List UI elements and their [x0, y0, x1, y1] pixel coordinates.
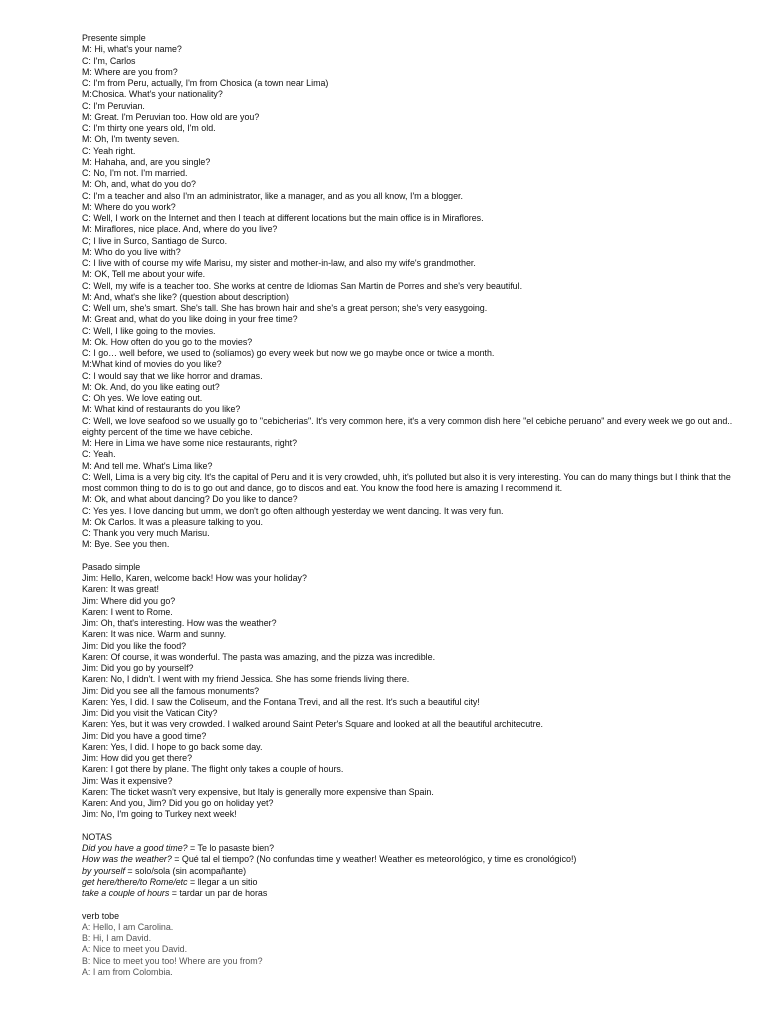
- dialogue-line: C: I'm from Peru, actually, I'm from Chosica (a town near Lima): [82, 78, 329, 88]
- dialogue-line: C: Yeah right.: [82, 145, 136, 156]
- dialogue-line: M: Ok Carlos. It was a pleasure talking to you.: [82, 516, 264, 527]
- section-notas: [82, 832, 750, 900]
- dialogue-line: M: Miraflores, nice place. And, where do you live?: [82, 224, 278, 235]
- dialogue-line: M: And tell me. What's Lima like?: [82, 460, 213, 471]
- dialogue-line: C: I live with of course my wife Marisu, my sister and mother-in-law, and also my wife's grandmother.: [82, 258, 476, 268]
- dialogue-lines: [82, 573, 750, 821]
- dialogue-line: A: I am from Colombia.: [82, 966, 173, 977]
- notes-list: [82, 843, 750, 899]
- note-translation: = Te lo pasaste bien?: [187, 843, 275, 853]
- dialogue-line: C: Well, I work on the Internet and then I teach at different locations but the main office is in Miraflores.: [82, 213, 484, 223]
- dialogue-line: Karen: Yes, I did. I saw the Coliseum, and the Fontana Trevi, and all the rest. It's such a beautiful city!: [82, 696, 480, 707]
- dialogue-line: Karen: The ticket wasn't very expensive, but Italy is generally more expensive than Spain.: [82, 786, 434, 797]
- dialogue-line: M:Chosica. What's your nationality?: [82, 89, 223, 100]
- dialogue-line: B: Nice to meet you too! Where are you from?: [82, 955, 263, 966]
- dialogue-line: Jim: No, I'm going to Turkey next week!: [82, 809, 237, 820]
- dialogue-line: M: What kind of restaurants do you like?: [82, 404, 241, 415]
- dialogue-line: Jim: Did you like the food?: [82, 640, 187, 651]
- dialogue-line: M: Ok. How often do you go to the movies?: [82, 336, 253, 347]
- dialogue-line: M: Who do you live with?: [82, 246, 181, 257]
- dialogue-line: C: Well, my wife is a teacher too. She works at centre de Idiomas San Martin de Porres and she's very beautiful.: [82, 280, 523, 291]
- dialogue-line: C: I'm a teacher and also I'm an administrator, like a manager, and as you all know, I'm a blogger.: [82, 190, 463, 201]
- dialogue-line: M: Great and, what do you like doing in your free time?: [82, 314, 298, 325]
- note-item: [82, 877, 750, 888]
- dialogue-line: C: Yeah.: [82, 449, 116, 460]
- note-term: How was the weather?: [82, 854, 172, 865]
- dialogue-line: M: Oh, and, what do you do?: [82, 179, 196, 190]
- dialogue-line: Jim: Oh, that's interesting. How was the weather?: [82, 618, 277, 628]
- note-term: Did you have a good time?: [82, 843, 188, 853]
- dialogue-line: C: I go… well before, we used to (solíamos) go every week but now we go maybe once or twice a month.: [82, 348, 495, 358]
- dialogue-lines: [82, 922, 750, 978]
- section-verb-tobe: [82, 911, 750, 979]
- dialogue-line: B: Hi, I am David.: [82, 933, 152, 943]
- note-item: [82, 843, 750, 854]
- dialogue-line: M:What kind of movies do you like?: [82, 359, 222, 370]
- note-translation: = tardar un par de horas: [169, 888, 268, 898]
- dialogue-line: Karen: Yes, but it was very crowded. I walked around Saint Peter's Square and looked at all the beautiful architecutre.: [82, 719, 543, 730]
- dialogue-line: M: Hahaha, and, are you single?: [82, 156, 211, 167]
- dialogue-line: C: I'm thirty one years old, I'm old.: [82, 123, 216, 133]
- dialogue-line: M: OK, Tell me about your wife.: [82, 269, 206, 280]
- dialogue-line: C: Oh yes. We love eating out.: [82, 393, 203, 403]
- note-translation: = Qué tal el tiempo? (No confundas time y weather! Weather es meteorológico, y time es cronológico!): [171, 854, 577, 865]
- note-translation: = llegar a un sitio: [187, 876, 258, 887]
- section-presente-simple: [82, 33, 750, 551]
- section-heading: Presente simple: [82, 33, 146, 43]
- dialogue-line: Jim: Where did you go?: [82, 595, 176, 606]
- dialogue-line: Jim: Did you visit the Vatican City?: [82, 708, 218, 718]
- section-heading: verb tobe: [82, 910, 120, 921]
- dialogue-line: M: Where are you from?: [82, 66, 178, 77]
- dialogue-line: C: Thank you very much Marisu.: [82, 528, 210, 538]
- dialogue-line: Jim: Was it expensive?: [82, 775, 173, 786]
- section-heading: NOTAS: [82, 831, 112, 842]
- dialogue-line: Jim: How did you get there?: [82, 753, 193, 763]
- dialogue-line: Karen: I went to Rome.: [82, 606, 173, 617]
- section-heading: Pasado simple: [82, 561, 141, 572]
- note-term: take a couple of hours: [82, 888, 170, 898]
- dialogue-line: Karen: Of course, it was wonderful. The pasta was amazing, and the pizza was incredible.: [82, 651, 436, 662]
- dialogue-line: M: Ok, and what about dancing? Do you like to dance?: [82, 494, 298, 505]
- dialogue-line: Karen: Yes, I did. I hope to go back some day.: [82, 741, 263, 752]
- note-term: by yourself: [82, 865, 125, 876]
- dialogue-line: M: Here in Lima we have some nice restaurants, right?: [82, 438, 298, 448]
- dialogue-line: M: Oh, I'm twenty seven.: [82, 134, 180, 145]
- dialogue-line: M: Bye. See you then.: [82, 539, 170, 550]
- dialogue-line: C: I would say that we like horror and dramas.: [82, 370, 263, 381]
- dialogue-line: Jim: Did you go by yourself?: [82, 663, 194, 673]
- dialogue-line: Karen: It was nice. Warm and sunny.: [82, 629, 227, 640]
- note-translation: = solo/sola (sin acompañante): [124, 865, 247, 876]
- dialogue-line: M: Great. I'm Peruvian too. How old are you?: [82, 111, 260, 122]
- dialogue-line: Karen: And you, Jim? Did you go on holiday yet?: [82, 798, 274, 808]
- dialogue-line: M: Ok. And, do you like eating out?: [82, 381, 220, 392]
- dialogue-line: C; I live in Surco, Santiago de Surco.: [82, 235, 228, 246]
- dialogue-line: C: Well um, she's smart. She's tall. She has brown hair and she's a great person; she's very easygoing.: [82, 303, 488, 313]
- section-pasado-simple: [82, 562, 750, 821]
- dialogue-line: C: I'm, Carlos: [82, 55, 136, 66]
- dialogue-line: C: Yes yes. I love dancing but umm, we don't go often although yesterday we went dancing. It was very fun.: [82, 505, 504, 516]
- dialogue-line: Karen: No, I didn't. I went with my friend Jessica. She has some friends living there.: [82, 674, 410, 685]
- dialogue-line: Karen: I got there by plane. The flight only takes a couple of hours.: [82, 764, 344, 775]
- dialogue-line: M: Hi, what's your name?: [82, 44, 182, 55]
- dialogue-line: M: And, what's she like? (question about description): [82, 291, 289, 302]
- note-term: get here/there/to Rome/etc: [82, 876, 188, 887]
- dialogue-line: A: Hello, I am Carolina.: [82, 921, 174, 932]
- note-item: [82, 888, 750, 899]
- dialogue-line: C: No, I'm not. I'm married.: [82, 168, 188, 178]
- dialogue-line: A: Nice to meet you David.: [82, 944, 188, 955]
- note-item: [82, 854, 750, 865]
- document-page: [82, 33, 750, 978]
- dialogue-line: M: Where do you work?: [82, 201, 176, 212]
- dialogue-line: Jim: Did you see all the famous monuments?: [82, 685, 260, 696]
- dialogue-line: C: Well, I like going to the movies.: [82, 325, 216, 336]
- dialogue-line: C: Well, we love seafood so we usually go to "cebicherias". It's very common here, it's a very common dish here "el cebiche peruano" and every week we go out and.. eighty percent of the time we have cebiche.: [82, 415, 733, 437]
- dialogue-lines: [82, 44, 750, 550]
- dialogue-line: Karen: It was great!: [82, 584, 159, 595]
- note-item: [82, 866, 750, 877]
- dialogue-line: C: I'm Peruvian.: [82, 100, 145, 111]
- dialogue-line: Jim: Did you have a good time?: [82, 730, 207, 741]
- dialogue-line: Jim: Hello, Karen, welcome back! How was your holiday?: [82, 573, 307, 583]
- dialogue-line: C: Well, Lima is a very big city. It's the capital of Peru and it is very crowded, uhh, it's polluted but also it is very interesting. You can do many things but I think that the most common thing to do is to go out and dance, go to discos and eat. You know the food here is amazing I recommend it.: [82, 471, 731, 493]
